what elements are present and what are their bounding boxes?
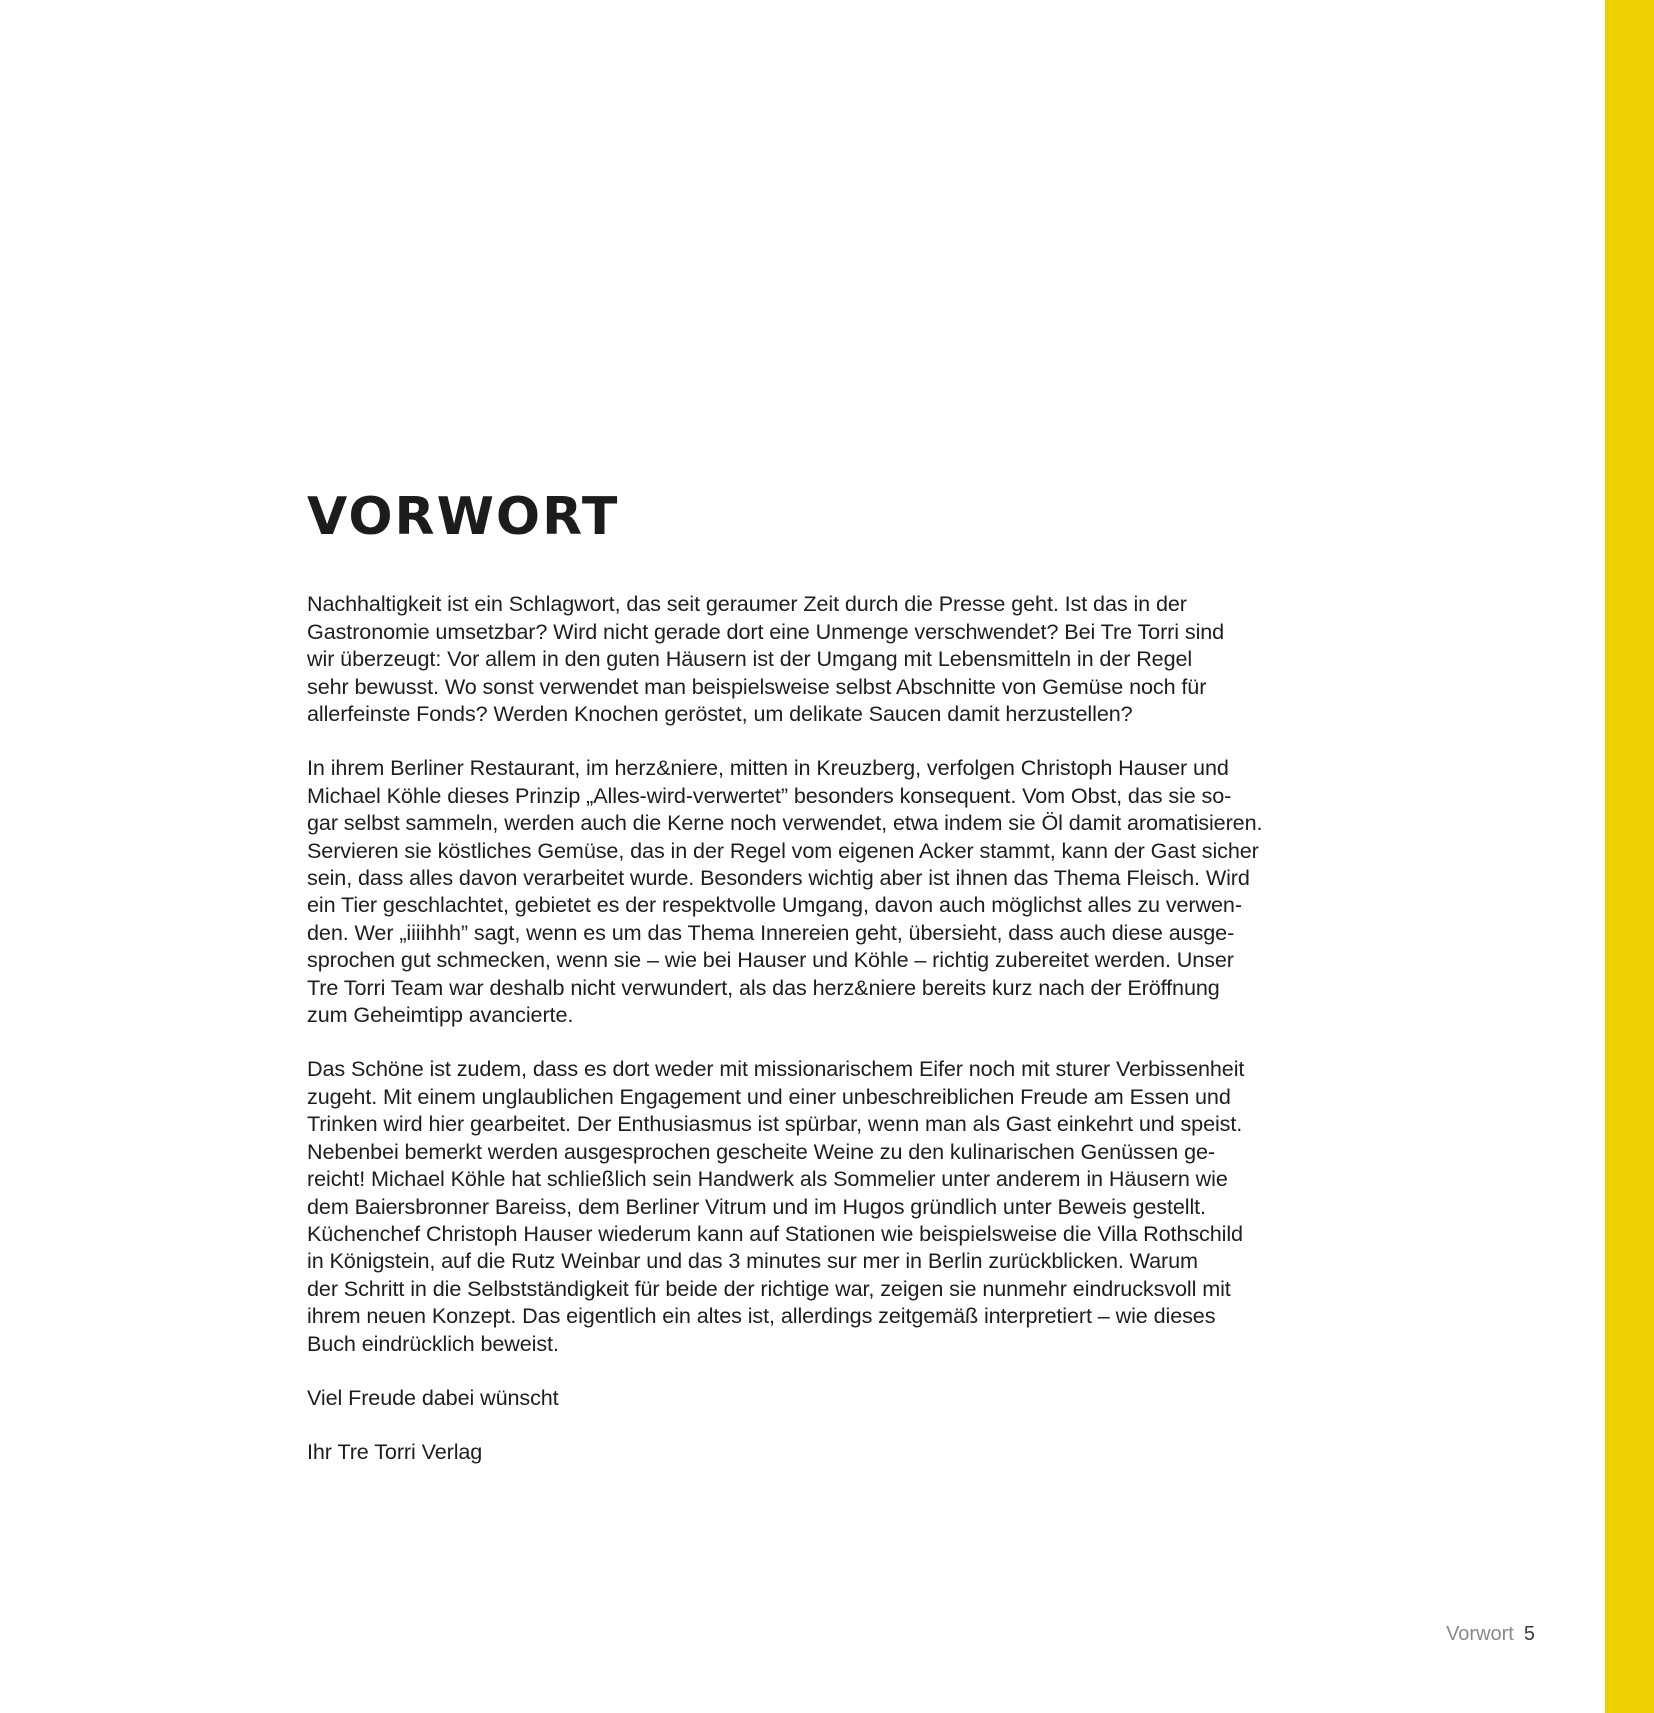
page-number: 5 [1523,1623,1535,1645]
text-line: sein, dass alles davon verarbeitet wurde. Besonders wichtig aber ist ihnen das Thema Fleisch. Wird [307,865,1250,891]
text-line: in Königstein, auf die Rutz Weinbar und das 3 minutes sur mer in Berlin zurückblicken. Warum [307,1248,1198,1274]
text-line: sehr bewusst. Wo sonst verwendet man beispielsweise selbst Abschnitte von Gemüse noch für [307,673,1207,699]
text-line: Nachhaltigkeit ist ein Schlagwort, das seit geraumer Zeit durch die Presse geht. Ist das in der [307,591,1187,617]
paragraph-3 [307,1055,1347,1356]
text-line: wir überzeugt: Vor allem in den guten Häusern ist der Umgang mit Lebensmitteln in der Regel [307,646,1193,672]
text-line: allerfeinste Fonds? Werden Knochen geröstet, um delikate Saucen damit herzustellen? [307,701,1133,727]
body-text [307,590,1347,1465]
text-line: den. Wer „iiiihhh” sagt, wenn es um das Thema Innereien geht, übersieht, dass auch diese ausge- [307,919,1235,945]
text-line: Ihr Tre Torri Verlag [307,1439,483,1465]
text-line: Nebenbei bemerkt werden ausgesprochen gescheite Weine zu den kulinarischen Genüssen ge- [307,1138,1216,1164]
closing-line [307,1384,1347,1411]
text-line: Viel Freude dabei wünscht [307,1384,559,1410]
text-line: Servieren sie köstliches Gemüse, das in der Regel vom eigenen Acker stammt, kann der Gast sicher [307,837,1259,863]
text-line: zugeht. Mit einem unglaublichen Engagement und einer unbeschreiblichen Freude am Essen und [307,1083,1231,1109]
yellow-side-bar [1605,0,1654,1713]
text-line: gar selbst sammeln, werden auch die Kerne noch verwendet, etwa indem sie Öl damit aromatisieren. [307,810,1263,836]
text-line: ihrem neuen Konzept. Das eigentlich ein altes ist, allerdings zeitgemäß interpretiert – wie dieses [307,1303,1216,1329]
text-line: Michael Köhle dieses Prinzip „Alles-wird-verwertet” besonders konsequent. Vom Obst, das sie so- [307,782,1232,808]
text-line: Gastronomie umsetzbar? Wird nicht gerade dort eine Unmenge verschwendet? Bei Tre Torri sind [307,618,1225,644]
text-line: ein Tier geschlachtet, gebietet es der respektvolle Umgang, davon auch möglichst alles zu verwen- [307,892,1242,918]
page-footer [1446,1623,1535,1646]
text-line: zum Geheimtipp avancierte. [307,1002,574,1028]
page-content [307,486,1347,1493]
text-line: Küchenchef Christoph Hauser wiederum kann auf Stationen wie beispielsweise die Villa Rothschild [307,1220,1243,1246]
text-line: In ihrem Berliner Restaurant, im herz&niere, mitten in Kreuzberg, verfolgen Christoph Hauser und [307,755,1229,781]
text-line: sprochen gut schmecken, wenn sie – wie bei Hauser und Köhle – richtig zubereitet werden. Unser [307,947,1234,973]
text-line: Trinken wird hier gearbeitet. Der Enthusiasmus ist spürbar, wenn man als Gast einkehrt und speist. [307,1111,1243,1137]
page-title: VORWORT [307,487,620,547]
text-line: dem Baiersbronner Bareiss, dem Berliner Vitrum und im Hugos gründlich unter Beweis gestellt. [307,1193,1206,1219]
text-line: der Schritt in die Selbstständigkeit für beide der richtige war, zeigen sie nunmehr eindrucksvoll mit [307,1275,1231,1301]
paragraph-1 [307,590,1347,727]
text-line: Das Schöne ist zudem, dass es dort weder mit missionarischem Eifer noch mit sturer Verbissenheit [307,1056,1245,1082]
text-line: Buch eindrücklich beweist. [307,1330,559,1356]
paragraph-2 [307,754,1347,1028]
footer-section-label: Vorwort [1446,1623,1514,1645]
text-line: reicht! Michael Köhle hat schließlich sein Handwerk als Sommelier unter anderem in Häusern wie [307,1166,1228,1192]
text-line: Tre Torri Team war deshalb nicht verwundert, als das herz&niere bereits kurz nach der Eröffnung [307,974,1220,1000]
signature [307,1438,1347,1465]
